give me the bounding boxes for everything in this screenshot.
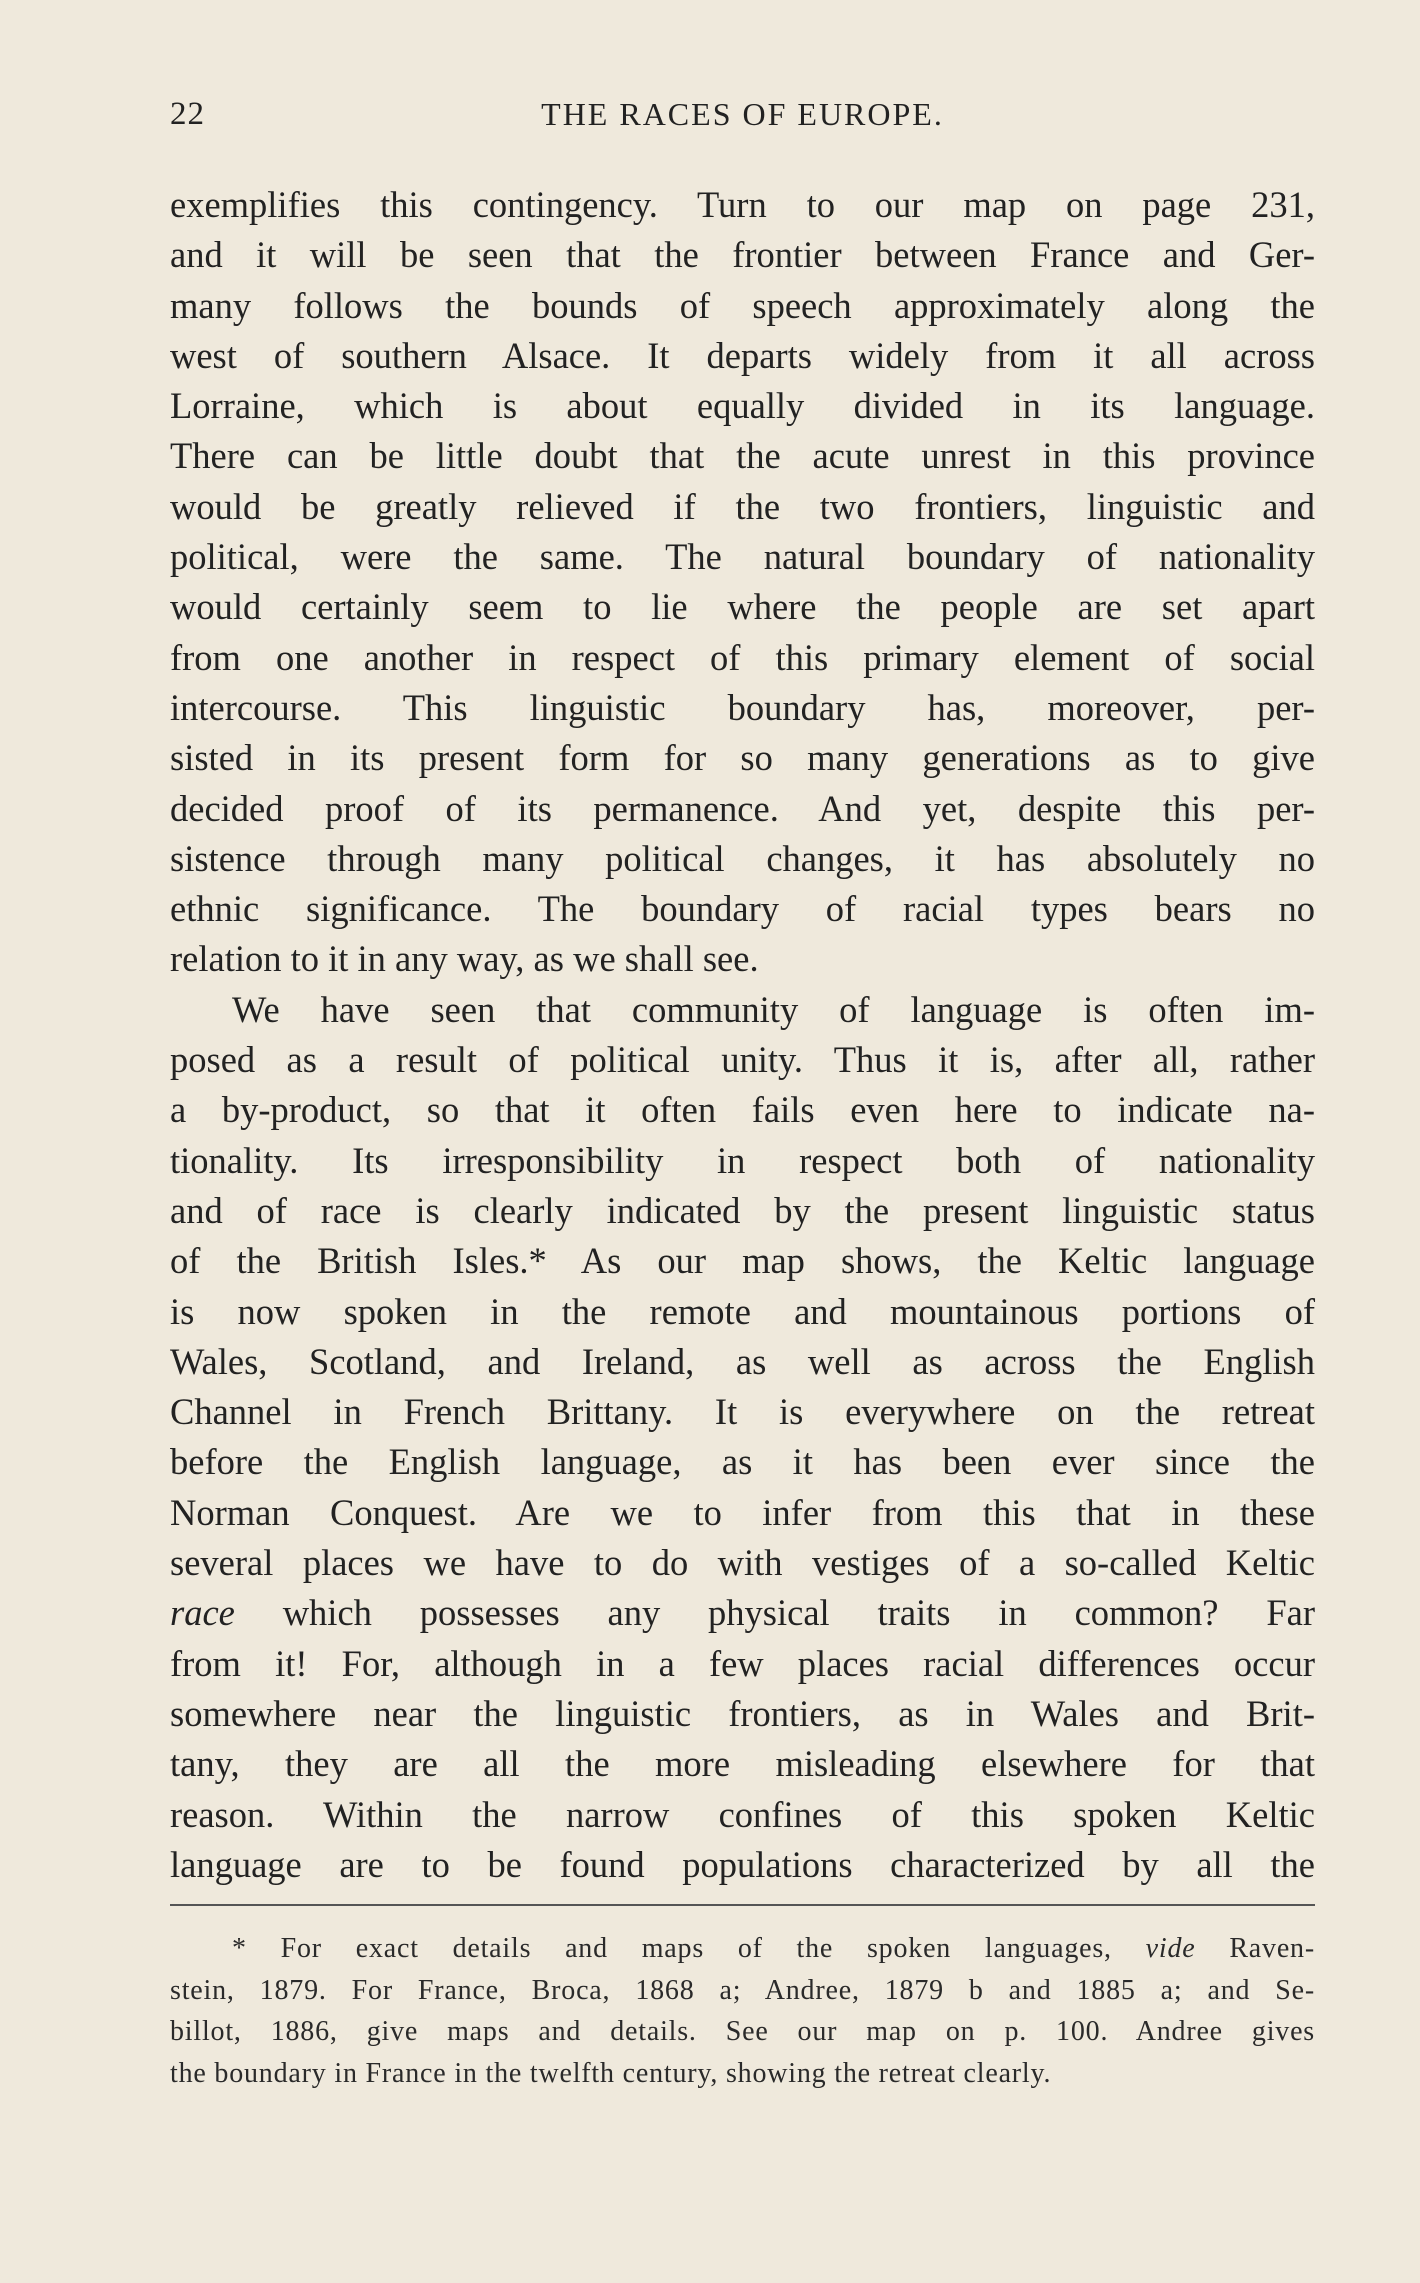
page-header [170, 96, 1315, 146]
text-line: political, were the same. The natural boundary of nationality [170, 536, 1315, 578]
text-line: several places we have to do with vestiges of a so-called Keltic [170, 1542, 1315, 1584]
text-line: language are to be found populations characterized by all the [170, 1843, 1315, 1885]
text-line: posed as a result of political unity. Thus it is, after all, rather [170, 1039, 1315, 1081]
footnote [170, 1928, 1315, 2094]
text-line: west of southern Alsace. It departs widely from it all across [170, 334, 1315, 376]
text-line: Wales, Scotland, and Ireland, as well as across the English [170, 1340, 1315, 1382]
text-line: would be greatly relieved if the two frontiers, linguistic and [170, 485, 1315, 527]
footnote-text: Raven- [1229, 1933, 1315, 1964]
body-text [170, 180, 1315, 1890]
running-title: THE RACES OF EUROPE. [541, 96, 944, 132]
text-line: exemplifies this contingency. Turn to our map on page 231, [170, 184, 1315, 225]
text-line: There can be little doubt that the acute unrest in this province [170, 435, 1315, 477]
text-line: would certainly seem to lie where the people are set apart [170, 586, 1315, 628]
text-line: before the English language, as it has been ever since the [170, 1441, 1315, 1483]
italic-word: race [170, 1592, 235, 1634]
text-line: Channel in French Brittany. It is everywhere on the retreat [170, 1391, 1315, 1433]
text-line: many follows the bounds of speech approximately along the [170, 284, 1315, 326]
text-line: of the British Isles.* As our map shows, the Keltic language [170, 1240, 1315, 1282]
italic-word: vide [1145, 1933, 1196, 1964]
footnote-line: stein, 1879. For France, Broca, 1868 a; Andree, 1879 b and 1885 a; and Se- [170, 1974, 1315, 2006]
footnote-line: the boundary in France in the twelfth century, showing the retreat clearly. [170, 2057, 1052, 2089]
text-line: a by-product, so that it often fails even here to indicate na- [170, 1089, 1315, 1131]
text-line: tany, they are all the more misleading elsewhere for that [170, 1743, 1315, 1785]
footnote-line [170, 1928, 1315, 1970]
text-line: Lorraine, which is about equally divided in its language. [170, 385, 1315, 427]
text-line: from one another in respect of this primary element of social [170, 636, 1315, 678]
text-line: relation to it in any way, as we shall see. [170, 938, 759, 980]
text-line: decided proof of its permanence. And yet, despite this per- [170, 787, 1315, 829]
text-line: Norman Conquest. Are we to infer from this that in these [170, 1491, 1315, 1533]
text-line [170, 1588, 1315, 1638]
text-line: reason. Within the narrow confines of this spoken Keltic [170, 1793, 1315, 1835]
text-line: and of race is clearly indicated by the present linguistic status [170, 1189, 1315, 1231]
footnote-text: * For exact details and maps of the spoken languages, [232, 1933, 1112, 1964]
text-line: somewhere near the linguistic frontiers, as in Wales and Brit- [170, 1692, 1315, 1734]
text-line: ethnic significance. The boundary of racial types bears no [170, 888, 1315, 930]
text-line: sistence through many political changes, it has absolutely no [170, 837, 1315, 879]
text-line: tionality. Its irresponsibility in respect both of nationality [170, 1139, 1315, 1181]
page-number: 22 [170, 96, 205, 132]
text-line: sisted in its present form for so many generations as to give [170, 737, 1315, 779]
text-line-rest: which possesses any physical traits in common? Far [282, 1592, 1316, 1634]
text-line: from it! For, although in a few places racial differences occur [170, 1642, 1315, 1684]
text-line: and it will be seen that the frontier between France and Ger- [170, 234, 1315, 276]
text-line: is now spoken in the remote and mountainous portions of [170, 1290, 1315, 1332]
text-line: intercourse. This linguistic boundary has, moreover, per- [170, 686, 1315, 728]
footnote-divider [170, 1904, 1315, 1906]
paragraph-first-line: We have seen that community of language is often im- [232, 988, 1315, 1030]
footnote-line: billot, 1886, give maps and details. See our map on p. 100. Andree gives [170, 2016, 1315, 2047]
